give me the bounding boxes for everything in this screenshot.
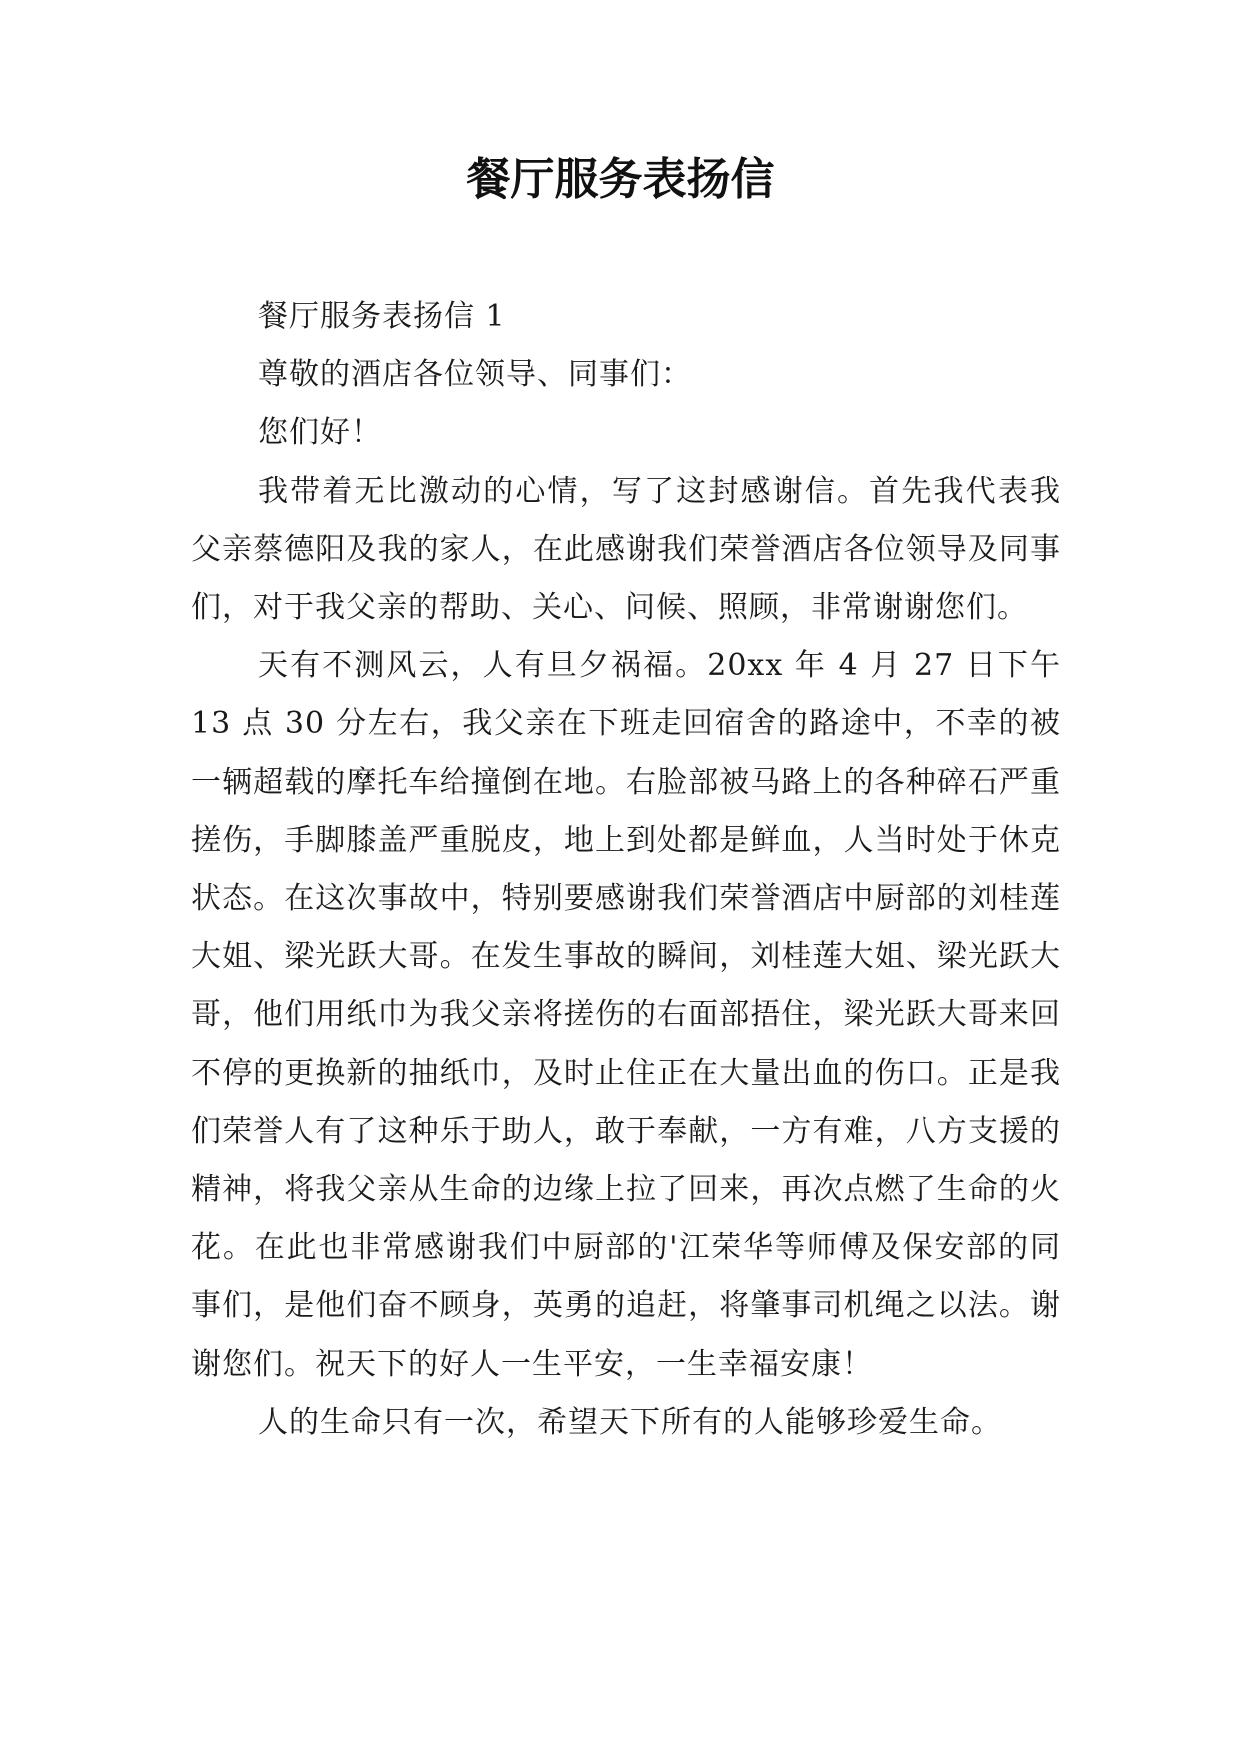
letter-heading: 餐厅服务表扬信 1: [258, 299, 506, 334]
document-title: 餐厅服务表扬信: [466, 154, 775, 205]
greeting: 您们好！: [258, 415, 382, 451]
document-body: [191, 288, 1061, 1452]
paragraph-closing: 人的生命只有一次，希望天下所有的人能够珍爱生命。: [258, 1404, 1002, 1440]
paragraph-incident: 天有不测风云，人有旦夕祸福。20xx 年 4 月 27 日下午 13 点 30 分左右，我父亲在下班走回宿舍的路途中，不幸的被一辆超载的摩托车给撞倒在地。右脸部被马路上的各种碎石严重搓伤，手脚膝盖严重脱皮，地上到处都是鲜血，人当时处于休克状态。在这次事故中，特别要感谢我们荣誉酒店中厨部的刘桂莲大姐、梁光跃大哥。在发生事故的瞬间，刘桂莲大姐、梁光跃大哥，他们用纸巾为我父亲将搓伤的右面部捂住，梁光跃大哥来回不停的更换新的抽纸巾，及时止住正在大量出血的伤口。正是我们荣誉人有了这种乐于助人，敢于奉献，一方有难，八方支援的精神，将我父亲从生命的边缘上拉了回来，再次点燃了生命的火花。在此也非常感谢我们中厨部的'江荣华等师傅及保安部的同事们，是他们奋不顾身，英勇的追赶，将肇事司机绳之以法。谢谢您们。祝天下的好人一生平安，一生幸福安康！: [191, 648, 1061, 1382]
paragraph-intro: 我带着无比激动的心情，写了这封感谢信。首先我代表我父亲蔡德阳及我的家人，在此感谢我们荣誉酒店各位领导及同事们，对于我父亲的帮助、关心、问候、照顾，非常谢谢您们。: [191, 473, 1061, 626]
salutation: 尊敬的酒店各位领导、同事们：: [258, 357, 692, 393]
